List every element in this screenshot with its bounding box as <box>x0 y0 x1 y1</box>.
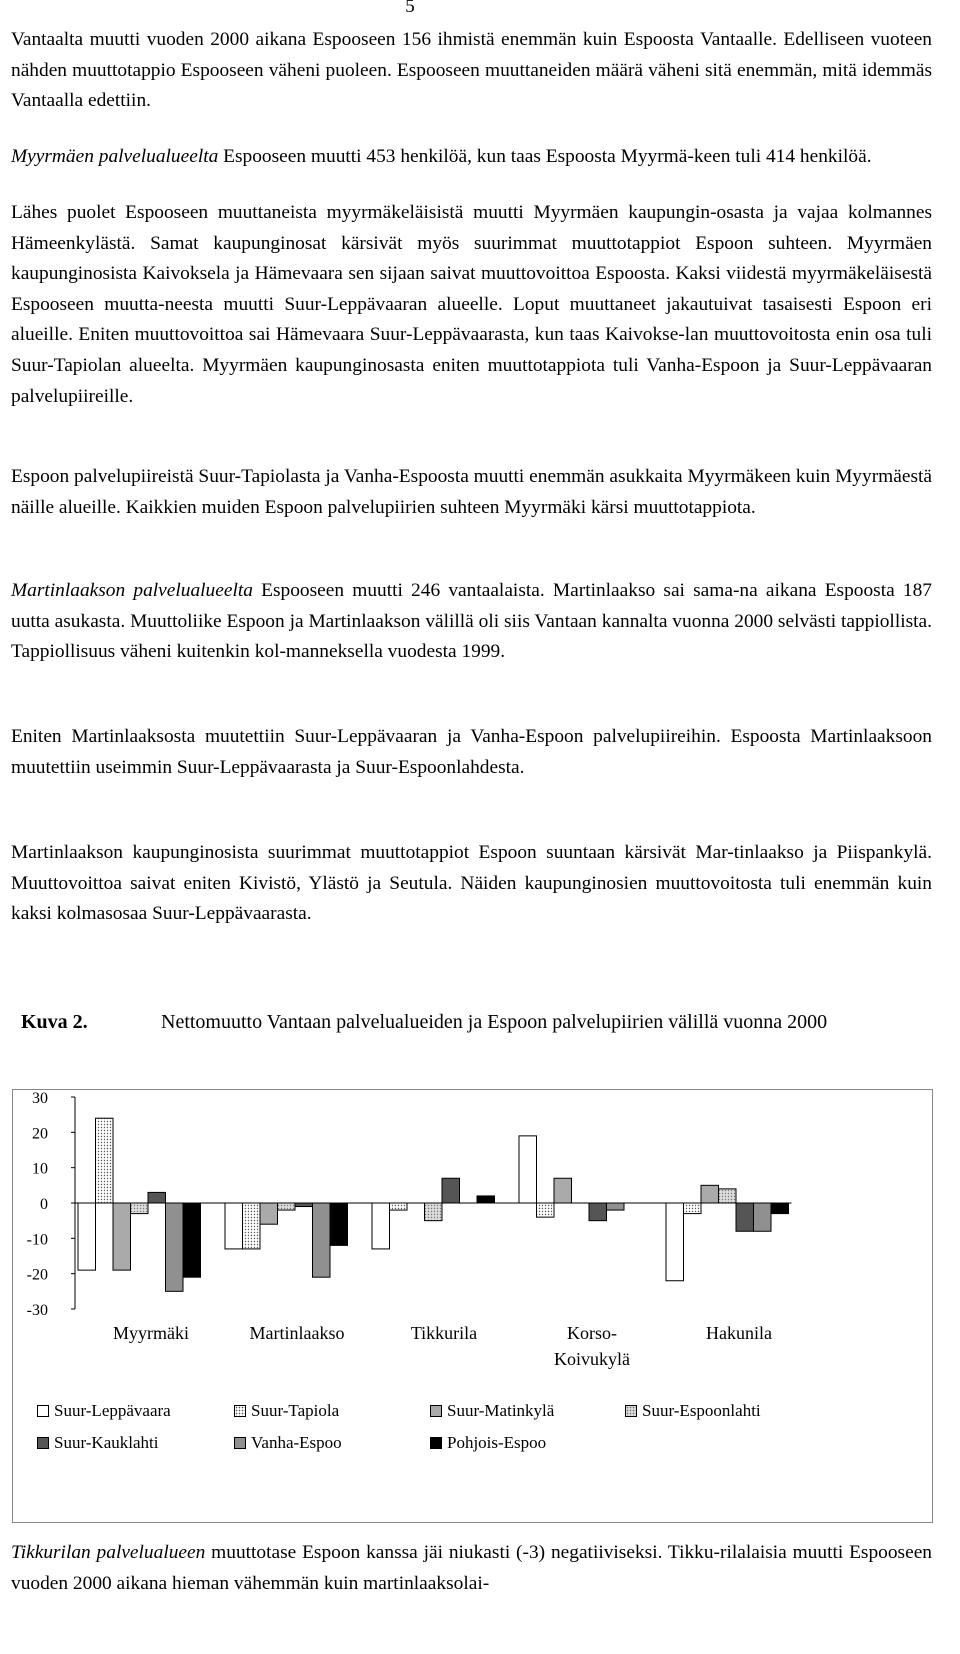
legend-swatch <box>430 1405 442 1417</box>
paragraph-5 <box>11 576 932 668</box>
y-tick-label: -20 <box>26 1266 48 1284</box>
legend-label: Suur-Tapiola <box>251 1401 340 1420</box>
y-tick-label: 0 <box>40 1196 48 1213</box>
bars <box>78 1118 789 1291</box>
page-number: 5 <box>405 0 415 17</box>
paragraph-2 <box>11 142 932 173</box>
legend-item <box>37 1401 171 1421</box>
category-label <box>374 1320 514 1346</box>
legend-label: Suur-Leppävaara <box>54 1401 171 1420</box>
paragraph-6 <box>11 722 932 783</box>
category-label <box>669 1320 809 1346</box>
legend-label: Suur-Espoonlahti <box>642 1401 761 1420</box>
legend-swatch <box>430 1437 442 1449</box>
paragraph-7 <box>11 838 932 930</box>
legend-item <box>430 1433 546 1453</box>
paragraph-8 <box>11 1538 932 1599</box>
bar <box>330 1203 348 1245</box>
legend-item <box>430 1401 554 1421</box>
bar <box>372 1203 390 1249</box>
category-label-line: Tikkurila <box>410 1323 478 1343</box>
bar <box>684 1203 702 1214</box>
italic-lead-term: Martinlaakson palvelualueelta <box>11 580 253 601</box>
y-tick-label: -10 <box>26 1231 48 1249</box>
paragraph-1 <box>11 25 932 117</box>
category-label <box>522 1320 662 1372</box>
legend-item <box>37 1433 158 1453</box>
bar <box>754 1203 772 1231</box>
bar <box>390 1203 408 1210</box>
category-label-line: Myyrmäki <box>113 1323 189 1343</box>
legend-label: Vanha-Espoo <box>251 1433 342 1452</box>
paragraph-3 <box>11 198 932 412</box>
paragraph-text: Eniten Martinlaaksosta muutettiin Suur-Leppävaaran ja Vanha-Espoon palvelupiireihin. Espoosta Martinlaaksoon muutettiin useimmin Suur-Leppävaarasta ja Suur-Espoonlahdesta. <box>11 726 932 778</box>
bar <box>148 1192 166 1203</box>
bar <box>442 1178 460 1203</box>
bar <box>96 1118 114 1203</box>
net-migration-bar-chart <box>13 1090 932 1522</box>
y-tick-label: 10 <box>32 1160 48 1178</box>
paragraph-text: Espooseen muutti 453 henkilöä, kun taas Espoosta Myyrmä-keen tuli 414 henkilöä. <box>218 146 872 167</box>
bar <box>260 1203 278 1224</box>
bar <box>243 1203 261 1249</box>
bar <box>701 1185 719 1203</box>
bar <box>313 1203 331 1277</box>
bar <box>736 1203 754 1231</box>
category-label <box>81 1320 221 1346</box>
bar <box>131 1203 149 1214</box>
bar <box>666 1203 684 1281</box>
bar <box>719 1189 737 1203</box>
category-label-line: Martinlaakso <box>249 1323 345 1343</box>
bar <box>225 1203 243 1249</box>
bar <box>537 1203 555 1217</box>
y-tick-label: 30 <box>32 1090 48 1107</box>
italic-lead-term: Tikkurilan palvelualueen <box>11 1542 206 1563</box>
legend-label: Pohjois-Espoo <box>447 1433 547 1452</box>
category-label-line: Koivukylä <box>554 1349 630 1369</box>
legend-label: Suur-Kauklahti <box>54 1433 159 1452</box>
legend-item <box>234 1401 339 1421</box>
chart-frame <box>12 1089 933 1523</box>
paragraph-text: Vantaalta muutti vuoden 2000 aikana Espooseen 156 ihmistä enemmän kuin Espoosta Vantaalle. Edelliseen vuoteen nähden muuttotappio Espooseen väheni puoleen. Espooseen muuttaneiden määrä väheni sitä enemmän, mitä idemmäs Vantaalla edettiin. <box>11 29 932 112</box>
legend-label: Suur-Matinkylä <box>447 1401 555 1420</box>
legend-item <box>234 1433 342 1453</box>
legend-swatch <box>234 1405 246 1417</box>
bar <box>607 1203 625 1210</box>
paragraph-text: Espoon palvelupiireistä Suur-Tapiolasta ja Vanha-Espoosta muutti enemmän asukkaita Myyrmäkeen kuin Myyrmäestä näille alueille. Kaikkien muiden Espoon palvelupiirien suhteen Myyrmäki kärsi muuttotappiota. <box>11 466 932 518</box>
italic-lead-term: Myyrmäen palvelualueelta <box>11 146 219 167</box>
legend-swatch <box>37 1405 49 1417</box>
bar <box>519 1136 537 1203</box>
bar <box>425 1203 443 1221</box>
paragraph-text: muuttotase Espoon kanssa jäi niukasti (-3) negatiiviseksi. Tikku-rilalaisia muutti Espooseen vuoden 2000 aikana hieman vähemmän kuin martinlaaksolai- <box>11 1542 932 1594</box>
y-tick-label: 20 <box>32 1125 48 1143</box>
bar <box>295 1203 313 1207</box>
bar <box>183 1203 201 1277</box>
bar <box>278 1203 296 1210</box>
category-label <box>227 1320 367 1346</box>
legend-swatch <box>234 1437 246 1449</box>
bar <box>771 1203 789 1214</box>
bar <box>78 1203 96 1270</box>
legend-item <box>625 1401 761 1421</box>
paragraph-4 <box>11 462 932 523</box>
bar <box>477 1196 495 1203</box>
legend-swatch <box>37 1437 49 1449</box>
category-label-line: Hakunila <box>706 1323 772 1343</box>
category-label-line: Korso- <box>567 1323 617 1343</box>
y-tick-label: -30 <box>26 1302 48 1319</box>
bar <box>589 1203 607 1221</box>
bar <box>554 1178 572 1203</box>
figure-title: Nettomuutto Vantaan palvelualueiden ja Espoon palvelupiirien välillä vuonna 2000 <box>161 1011 828 1033</box>
paragraph-text: Lähes puolet Espooseen muuttaneista myyrmäkeläisistä muutti Myyrmäen kaupungin-osasta ja vajaa kolmannes Hämeenkylästä. Samat kaupunginosat kärsivät myös suurimmat muuttotappiot Espoon suhteen. Myyrmäen kaupunginosista Kaivoksela ja Hämevaara sen sijaan saivat muuttovoittoa Espoosta. Kaksi viidestä myyrmäkeläisestä Espooseen muutta-neesta muutti Suur-Leppävaaran alueelle. Loput muuttaneet jakautuivat tasaisesti Espoon eri alueille. Eniten muuttovoittoa sai Hämevaara Suur-Leppävaarasta, kun taas Kaivokse-lan muuttovoitosta enin osa tuli Suur-Tapiolan alueelta. Myyrmäen kaupunginosasta eniten muuttotappiota tuli Vanha-Espoon ja Suur-Leppävaaran palvelupiireille. <box>11 202 932 407</box>
bar <box>166 1203 184 1291</box>
figure-label: Kuva 2. <box>21 1011 88 1033</box>
legend-swatch <box>625 1405 637 1417</box>
paragraph-text: Martinlaakson kaupunginosista suurimmat muuttotappiot Espoon suuntaan kärsivät Mar-tinlaakso ja Piispankylä. Muuttovoittoa saivat eniten Kivistö, Ylästö ja Seutula. Näiden kaupunginosien muuttovoitosta tuli enemmän kuin kaksi kolmasosaa Suur-Leppävaarasta. <box>11 842 932 925</box>
bar <box>113 1203 131 1270</box>
paragraph-text: Espooseen muutti 246 vantaalaista. Martinlaakso sai sama-na aikana Espoosta 187 uutta asukasta. Muuttoliike Espoon ja Martinlaakson välillä oli siis Vantaan kannalta vuonna 2000 selvästi tappiollista. Tappiollisuus väheni kuitenkin kol-manneksella vuodesta 1999. <box>11 580 932 663</box>
